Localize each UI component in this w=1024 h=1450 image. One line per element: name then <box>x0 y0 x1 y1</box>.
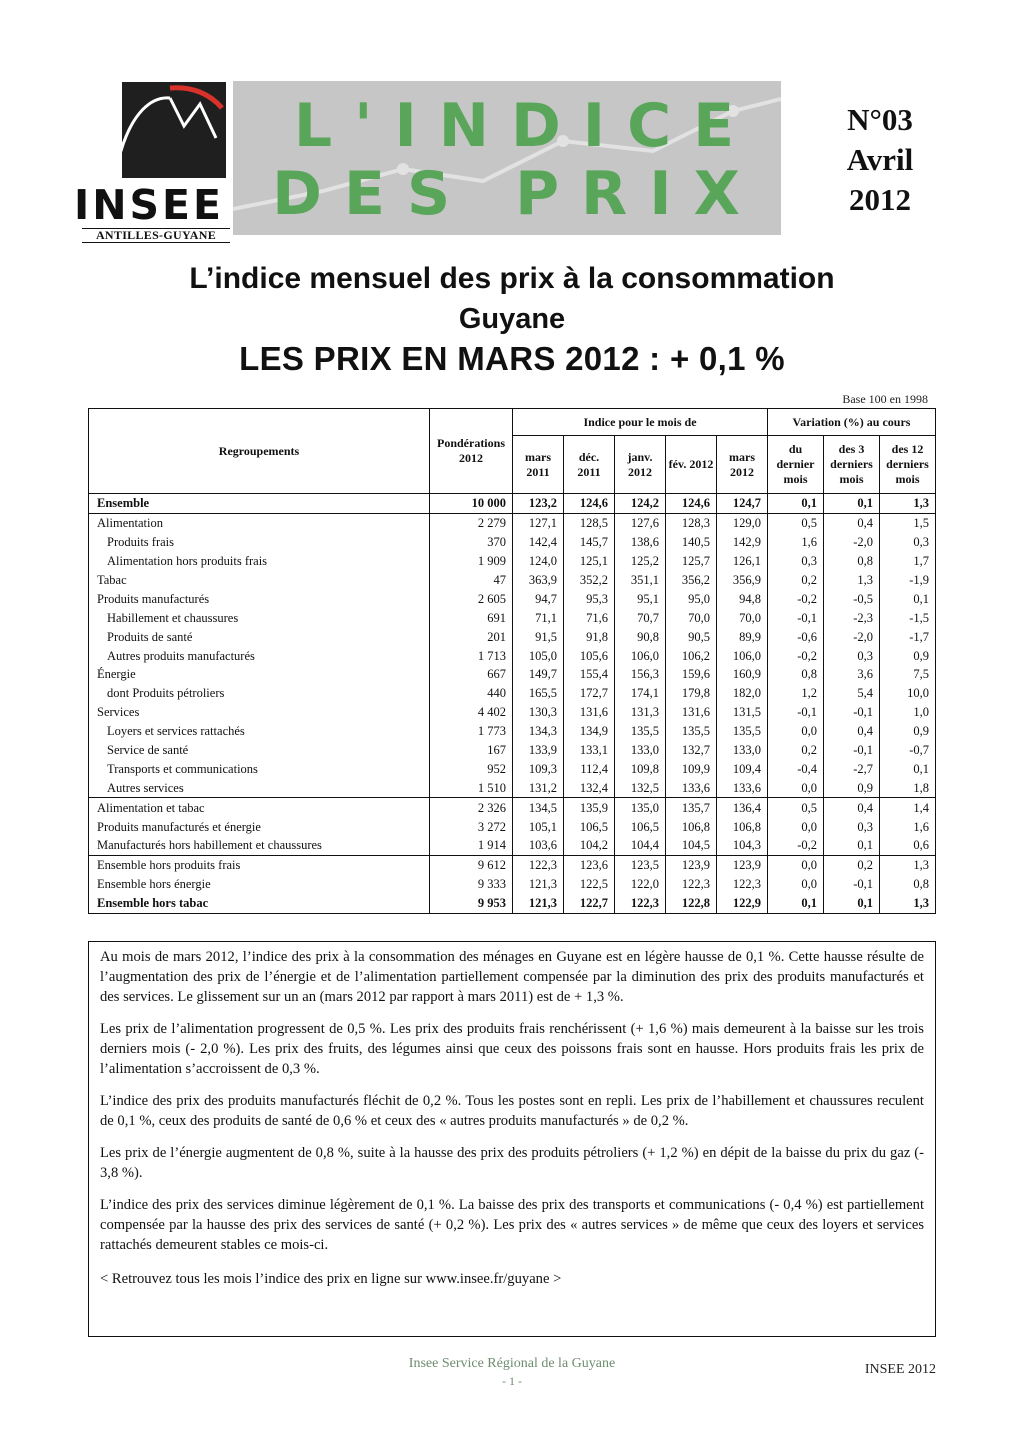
row-label: Ensemble hors produits frais <box>89 855 430 874</box>
title-line-1: L’indice mensuel des prix à la consommation <box>189 262 835 295</box>
index-value: 104,5 <box>666 836 717 855</box>
row-weight: 440 <box>430 684 513 703</box>
variation-value: 0,1 <box>824 494 880 514</box>
index-value: 142,4 <box>513 533 564 552</box>
variation-value: 10,0 <box>880 684 936 703</box>
index-value: 135,5 <box>666 722 717 741</box>
index-value: 142,9 <box>717 533 768 552</box>
index-value: 109,3 <box>513 759 564 778</box>
row-label: Énergie <box>89 665 430 684</box>
variation-value: 0,8 <box>768 665 824 684</box>
variation-value: -2,0 <box>824 627 880 646</box>
variation-value: 0,1 <box>880 589 936 608</box>
row-label: Tabac <box>89 571 430 590</box>
variation-value: 0,0 <box>768 722 824 741</box>
row-label: Services <box>89 703 430 722</box>
row-weight: 691 <box>430 608 513 627</box>
index-value: 134,5 <box>513 798 564 817</box>
row-label: Produits manufacturés et énergie <box>89 817 430 836</box>
index-value: 127,6 <box>615 513 666 532</box>
index-value: 128,3 <box>666 513 717 532</box>
table-row <box>89 894 936 913</box>
row-weight: 9 333 <box>430 875 513 894</box>
index-value: 125,7 <box>666 552 717 571</box>
variation-value: -1,5 <box>880 608 936 627</box>
variation-value: 0,6 <box>880 836 936 855</box>
table-row <box>89 571 936 590</box>
table-row <box>89 836 936 855</box>
logo-mark-icon <box>122 82 226 178</box>
variation-value: 1,3 <box>824 571 880 590</box>
variation-value: -0,1 <box>824 741 880 760</box>
row-label: Produits de santé <box>89 627 430 646</box>
footer-copyright: INSEE 2012 <box>864 1362 936 1377</box>
variation-value: 0,5 <box>768 513 824 532</box>
index-value: 123,6 <box>564 855 615 874</box>
index-value: 105,6 <box>564 646 615 665</box>
title-banner <box>233 81 781 235</box>
index-value: 134,9 <box>564 722 615 741</box>
row-label: Ensemble hors tabac <box>89 894 430 913</box>
header-month: fév. 2012 <box>666 436 717 494</box>
index-value: 127,1 <box>513 513 564 532</box>
variation-value: 0,8 <box>880 875 936 894</box>
variation-value: 7,5 <box>880 665 936 684</box>
table-row <box>89 741 936 760</box>
variation-value: 3,6 <box>824 665 880 684</box>
variation-value: 0,0 <box>768 817 824 836</box>
row-label: Ensemble <box>89 494 430 514</box>
variation-value: 1,3 <box>880 894 936 913</box>
header-month: janv. 2012 <box>615 436 666 494</box>
index-value: 126,1 <box>717 552 768 571</box>
variation-value: -0,4 <box>768 759 824 778</box>
row-weight: 9 612 <box>430 855 513 874</box>
row-weight: 952 <box>430 759 513 778</box>
variation-value: 0,4 <box>824 798 880 817</box>
index-value: 133,6 <box>717 778 768 797</box>
row-weight: 4 402 <box>430 703 513 722</box>
index-value: 103,6 <box>513 836 564 855</box>
index-value: 159,6 <box>666 665 717 684</box>
variation-value: 0,2 <box>768 741 824 760</box>
index-value: 135,0 <box>615 798 666 817</box>
logo-subtitle: ANTILLES-GUYANE <box>82 228 230 243</box>
table-row <box>89 665 936 684</box>
variation-value: -0,1 <box>768 608 824 627</box>
variation-value: -0,5 <box>824 589 880 608</box>
variation-value: 5,4 <box>824 684 880 703</box>
variation-value: -0,2 <box>768 836 824 855</box>
index-value: 121,3 <box>513 894 564 913</box>
index-value: 95,3 <box>564 589 615 608</box>
variation-value: -0,1 <box>824 875 880 894</box>
index-value: 149,7 <box>513 665 564 684</box>
row-weight: 1 914 <box>430 836 513 855</box>
row-weight: 201 <box>430 627 513 646</box>
index-value: 133,6 <box>666 778 717 797</box>
index-value: 356,9 <box>717 571 768 590</box>
table-row <box>89 646 936 665</box>
index-value: 352,2 <box>564 571 615 590</box>
index-value: 123,9 <box>717 855 768 874</box>
index-value: 106,0 <box>717 646 768 665</box>
variation-value: 0,1 <box>824 894 880 913</box>
logo-name: INSEE <box>73 181 225 229</box>
index-value: 106,8 <box>666 817 717 836</box>
table-row <box>89 627 936 646</box>
variation-value: -2,0 <box>824 533 880 552</box>
index-value: 160,9 <box>717 665 768 684</box>
index-value: 140,5 <box>666 533 717 552</box>
index-value: 125,2 <box>615 552 666 571</box>
variation-value: 0,2 <box>824 855 880 874</box>
header-index-group: Indice pour le mois de <box>513 409 768 436</box>
variation-value: -0,1 <box>824 703 880 722</box>
row-label: Produits manufacturés <box>89 589 430 608</box>
variation-value: 1,4 <box>880 798 936 817</box>
variation-value: 0,1 <box>824 836 880 855</box>
index-value: 174,1 <box>615 684 666 703</box>
variation-value: 0,1 <box>880 759 936 778</box>
variation-value: -2,3 <box>824 608 880 627</box>
row-label: Alimentation et tabac <box>89 798 430 817</box>
index-value: 356,2 <box>666 571 717 590</box>
header-variation: des 3 derniers mois <box>824 436 880 494</box>
row-weight: 2 326 <box>430 798 513 817</box>
row-label: Autres services <box>89 778 430 797</box>
index-value: 106,8 <box>717 817 768 836</box>
index-value: 351,1 <box>615 571 666 590</box>
title-line-2: Guyane <box>458 303 566 335</box>
table-row <box>89 778 936 797</box>
commentary-box <box>88 941 936 1337</box>
variation-value: -1,9 <box>880 571 936 590</box>
banner-line-1: L'INDICE <box>293 91 757 161</box>
index-value: 106,0 <box>615 646 666 665</box>
index-value: 122,3 <box>513 855 564 874</box>
issue-number: N°03 <box>847 102 913 137</box>
index-value: 131,2 <box>513 778 564 797</box>
base-note: Base 100 en 1998 <box>842 392 928 406</box>
variation-value: 0,0 <box>768 778 824 797</box>
index-value: 132,7 <box>666 741 717 760</box>
row-label: Service de santé <box>89 741 430 760</box>
variation-value: 1,6 <box>880 817 936 836</box>
variation-value: -0,2 <box>768 589 824 608</box>
index-value: 156,3 <box>615 665 666 684</box>
index-value: 128,5 <box>564 513 615 532</box>
index-value: 132,5 <box>615 778 666 797</box>
variation-value: 0,8 <box>824 552 880 571</box>
variation-value: 1,6 <box>768 533 824 552</box>
index-value: 125,1 <box>564 552 615 571</box>
variation-value: 0,4 <box>824 722 880 741</box>
index-value: 131,5 <box>717 703 768 722</box>
row-weight: 10 000 <box>430 494 513 514</box>
row-label: Manufacturés hors habillement et chaussures <box>89 836 430 855</box>
variation-value: 0,2 <box>768 571 824 590</box>
row-label: dont Produits pétroliers <box>89 684 430 703</box>
variation-value: 0,0 <box>768 855 824 874</box>
index-value: 124,6 <box>666 494 717 514</box>
row-weight: 1 510 <box>430 778 513 797</box>
header-weights: Pondérations 2012 <box>430 409 513 494</box>
title-line-3: LES PRIX EN MARS 2012 : + 0,1 % <box>239 340 785 377</box>
header-month: déc. 2011 <box>564 436 615 494</box>
table-row <box>89 608 936 627</box>
commentary-paragraph: Les prix de l’énergie augmentent de 0,8 %, suite à la hausse des prix des produits pétroliers (+ 1,2 %) en dépit de la baisse du prix du gaz (- 3,8 %). <box>100 1145 924 1181</box>
row-weight: 2 605 <box>430 589 513 608</box>
variation-value: 1,8 <box>880 778 936 797</box>
header-group: Regroupements <box>89 409 430 494</box>
index-value: 70,0 <box>666 608 717 627</box>
index-value: 94,8 <box>717 589 768 608</box>
index-value: 106,5 <box>564 817 615 836</box>
variation-value: 1,7 <box>880 552 936 571</box>
index-value: 133,9 <box>513 741 564 760</box>
banner-line-2: DES PRIX <box>272 159 762 229</box>
index-value: 95,1 <box>615 589 666 608</box>
row-weight: 1 713 <box>430 646 513 665</box>
index-value: 89,9 <box>717 627 768 646</box>
issue-info <box>820 100 940 220</box>
index-value: 138,6 <box>615 533 666 552</box>
commentary-paragraph: Les prix de l’alimentation progressent de 0,5 %. Les prix des produits frais renchérissent (+ 1,6 %) mais demeurent à la baisse sur les trois derniers mois (- 2,0 %). Les prix des fruits, des légumes ainsi que ceux des poissons frais sont en hausse. Hors produits frais les prix de l’alimentation s’accroissent de 0,3 %. <box>100 1021 924 1077</box>
index-value: 124,6 <box>564 494 615 514</box>
index-value: 179,8 <box>666 684 717 703</box>
index-value: 135,9 <box>564 798 615 817</box>
insee-logo <box>68 82 230 242</box>
index-value: 121,3 <box>513 875 564 894</box>
issue-month: Avril <box>846 142 914 177</box>
row-weight: 167 <box>430 741 513 760</box>
variation-value: 0,1 <box>768 894 824 913</box>
variation-value: 0,5 <box>768 798 824 817</box>
header-variation-group: Variation (%) au cours <box>768 409 936 436</box>
row-label: Loyers et services rattachés <box>89 722 430 741</box>
row-label: Transports et communications <box>89 759 430 778</box>
index-value: 95,0 <box>666 589 717 608</box>
row-weight: 1 909 <box>430 552 513 571</box>
header-month: mars 2011 <box>513 436 564 494</box>
variation-value: 1,3 <box>880 494 936 514</box>
index-value: 133,0 <box>615 741 666 760</box>
index-value: 105,1 <box>513 817 564 836</box>
table-row <box>89 703 936 722</box>
variation-value: 0,4 <box>824 513 880 532</box>
row-weight: 370 <box>430 533 513 552</box>
index-value: 109,4 <box>717 759 768 778</box>
variation-value: 0,3 <box>824 646 880 665</box>
row-label: Habillement et chaussures <box>89 608 430 627</box>
index-value: 122,7 <box>564 894 615 913</box>
variation-value: 0,3 <box>824 817 880 836</box>
index-value: 122,3 <box>615 894 666 913</box>
variation-value: 1,5 <box>880 513 936 532</box>
index-value: 122,0 <box>615 875 666 894</box>
index-value: 124,7 <box>717 494 768 514</box>
index-value: 106,5 <box>615 817 666 836</box>
index-value: 70,0 <box>717 608 768 627</box>
index-value: 131,3 <box>615 703 666 722</box>
index-value: 134,3 <box>513 722 564 741</box>
variation-value: -0,6 <box>768 627 824 646</box>
index-value: 132,4 <box>564 778 615 797</box>
index-value: 71,6 <box>564 608 615 627</box>
index-value: 131,6 <box>564 703 615 722</box>
variation-value: -0,2 <box>768 646 824 665</box>
index-value: 90,5 <box>666 627 717 646</box>
index-value: 133,1 <box>564 741 615 760</box>
index-value: 124,2 <box>615 494 666 514</box>
table-row <box>89 533 936 552</box>
index-value: 135,5 <box>615 722 666 741</box>
index-value: 104,3 <box>717 836 768 855</box>
index-value: 71,1 <box>513 608 564 627</box>
index-value: 90,8 <box>615 627 666 646</box>
row-weight: 47 <box>430 571 513 590</box>
row-label: Alimentation <box>89 513 430 532</box>
table-row <box>89 759 936 778</box>
index-value: 129,0 <box>717 513 768 532</box>
index-value: 363,9 <box>513 571 564 590</box>
index-value: 122,9 <box>717 894 768 913</box>
row-label: Produits frais <box>89 533 430 552</box>
index-value: 91,5 <box>513 627 564 646</box>
row-label: Alimentation hors produits frais <box>89 552 430 571</box>
variation-value: -0,7 <box>880 741 936 760</box>
index-value: 109,8 <box>615 759 666 778</box>
variation-value: 0,1 <box>768 494 824 514</box>
index-value: 122,3 <box>717 875 768 894</box>
header-month: mars 2012 <box>717 436 768 494</box>
row-weight: 1 773 <box>430 722 513 741</box>
commentary-paragraph: L’indice des prix des services diminue légèrement de 0,1 %. La baisse des prix des transports et communications (- 0,4 %) est partiellement compensée par la hausse des prix des services de santé (+ 0,2 %). Les prix des « autres services » de même que ceux des loyers et services rattachés demeurent stables ce mois-ci. <box>100 1197 924 1253</box>
index-value: 155,4 <box>564 665 615 684</box>
index-value: 130,3 <box>513 703 564 722</box>
index-value: 104,4 <box>615 836 666 855</box>
index-value: 145,7 <box>564 533 615 552</box>
index-value: 106,2 <box>666 646 717 665</box>
row-weight: 667 <box>430 665 513 684</box>
index-value: 124,0 <box>513 552 564 571</box>
table-row <box>89 722 936 741</box>
row-label: Autres produits manufacturés <box>89 646 430 665</box>
table-row <box>89 817 936 836</box>
online-link[interactable]: < Retrouvez tous les mois l’indice des prix en ligne sur www.insee.fr/guyane > <box>100 1271 562 1287</box>
table-row <box>89 684 936 703</box>
issue-year: 2012 <box>849 182 911 217</box>
variation-value: 0,9 <box>824 778 880 797</box>
index-value: 182,0 <box>717 684 768 703</box>
index-value: 112,4 <box>564 759 615 778</box>
variation-value: 0,3 <box>768 552 824 571</box>
table-row <box>89 513 936 532</box>
index-value: 122,8 <box>666 894 717 913</box>
index-value: 104,2 <box>564 836 615 855</box>
page-number: - 1 - <box>502 1374 522 1388</box>
index-value: 165,5 <box>513 684 564 703</box>
variation-value: 1,3 <box>880 855 936 874</box>
index-value: 135,5 <box>717 722 768 741</box>
table-row <box>89 855 936 874</box>
index-value: 91,8 <box>564 627 615 646</box>
row-weight: 9 953 <box>430 894 513 913</box>
commentary-paragraph: Au mois de mars 2012, l’indice des prix à la consommation des ménages en Guyane est en légère hausse de 0,1 %. Cette hausse résulte de l’augmentation des prix de l’énergie et de l’alimentation partiellement compensée par la diminution des prix des produits manufacturés et des services. Le glissement sur un an (mars 2012 par rapport à mars 2011) est de + 1,3 %. <box>100 949 924 1005</box>
variation-value: -1,7 <box>880 627 936 646</box>
index-value: 105,0 <box>513 646 564 665</box>
index-value: 131,6 <box>666 703 717 722</box>
variation-value: 0,9 <box>880 646 936 665</box>
table-row <box>89 798 936 817</box>
header-variation: des 12 derniers mois <box>880 436 936 494</box>
table-row <box>89 589 936 608</box>
variation-value: 1,0 <box>880 703 936 722</box>
price-index-table <box>88 408 936 914</box>
variation-value: -0,1 <box>768 703 824 722</box>
variation-value: 0,3 <box>880 533 936 552</box>
variation-value: 1,2 <box>768 684 824 703</box>
index-value: 122,5 <box>564 875 615 894</box>
index-value: 172,7 <box>564 684 615 703</box>
variation-value: 0,0 <box>768 875 824 894</box>
row-weight: 3 272 <box>430 817 513 836</box>
index-value: 122,3 <box>666 875 717 894</box>
index-value: 94,7 <box>513 589 564 608</box>
index-value: 109,9 <box>666 759 717 778</box>
variation-value: 0,9 <box>880 722 936 741</box>
index-value: 70,7 <box>615 608 666 627</box>
index-value: 133,0 <box>717 741 768 760</box>
index-value: 136,4 <box>717 798 768 817</box>
index-value: 135,7 <box>666 798 717 817</box>
header-variation: du dernier mois <box>768 436 824 494</box>
table-row <box>89 494 936 514</box>
table-row <box>89 875 936 894</box>
variation-value: -2,7 <box>824 759 880 778</box>
row-weight: 2 279 <box>430 513 513 532</box>
row-label: Ensemble hors énergie <box>89 875 430 894</box>
table-row <box>89 552 936 571</box>
footer-service: Insee Service Régional de la Guyane <box>408 1356 616 1371</box>
index-value: 123,5 <box>615 855 666 874</box>
index-value: 123,2 <box>513 494 564 514</box>
index-value: 123,9 <box>666 855 717 874</box>
commentary-paragraph: L’indice des prix des produits manufacturés fléchit de 0,2 %. Tous les postes sont en repli. Les prix de l’habillement et chaussures reculent de 0,1 %, ceux des produits de santé de 0,6 % et ceux des « autres produits manufacturés » de 0,2 %. <box>100 1093 924 1129</box>
